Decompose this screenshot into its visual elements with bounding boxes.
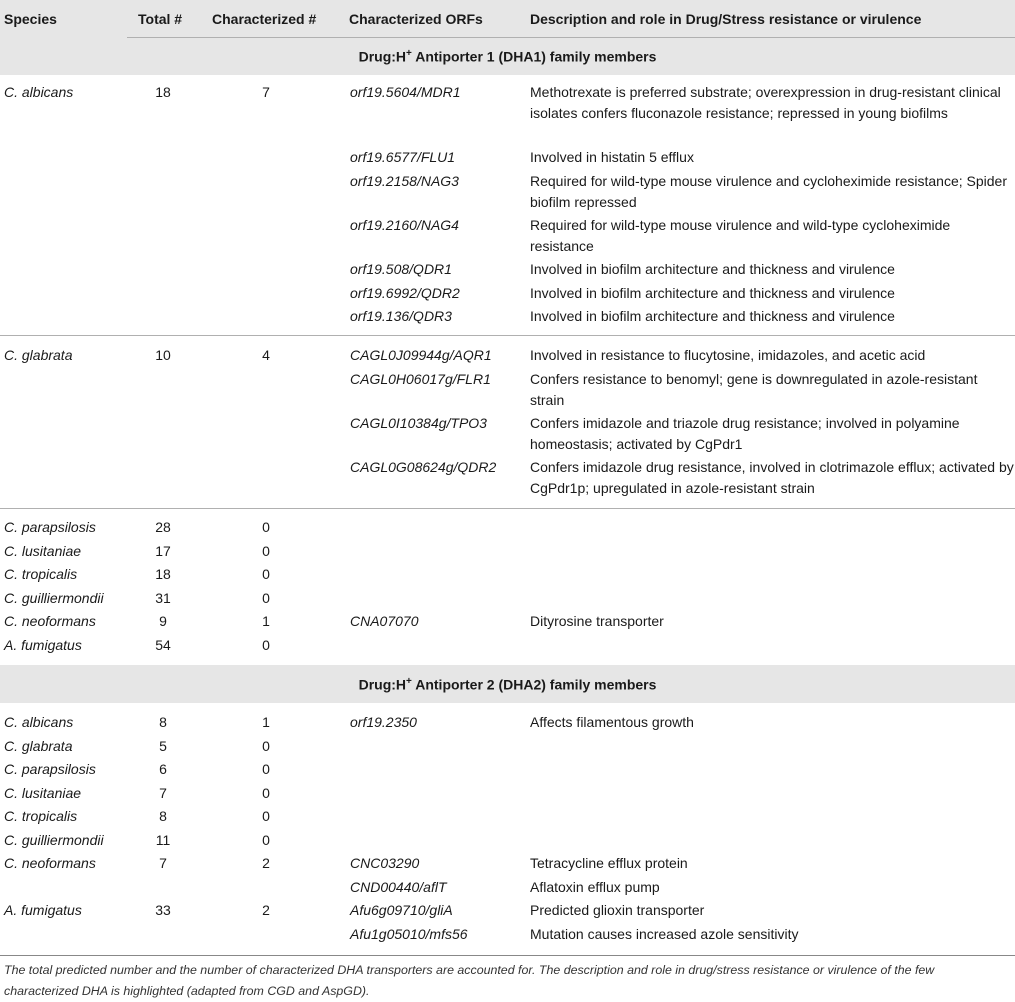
description-cell: Dityrosine transporter [530,613,664,629]
orf-cell: Afu6g09710/gliA [350,902,453,918]
description-cell: Affects filamentous growth [530,714,694,730]
orf-cell: orf19.6577/FLU1 [350,149,456,165]
characterized-cell: 0 [262,590,270,606]
total-cell: 18 [155,566,171,582]
species-cell: C. tropicalis [4,566,78,582]
orf-cell: orf19.2158/NAG3 [350,173,459,189]
description-cell: Tetracycline efflux protein [530,855,688,871]
total-cell: 10 [155,347,171,363]
characterized-cell: 0 [262,738,270,754]
total-cell: 8 [159,714,167,730]
characterized-cell: 2 [262,902,270,918]
divider [127,37,1015,38]
characterized-cell: 0 [262,785,270,801]
species-cell: C. guilliermondii [4,590,104,606]
total-cell: 8 [159,808,167,824]
table-header [0,0,1015,37]
dha1-section-header [0,37,1015,75]
total-cell: 33 [155,902,171,918]
species-cell: C. albicans [4,714,74,730]
description-cell: Predicted glioxin transporter [530,902,705,918]
description-cell: Involved in biofilm architecture and thickness and virulence [530,261,895,277]
description-cell: Confers imidazole drug resistance, involved in clotrimazole efflux; activated by CgPdr1p; upregulated in azole-resistant strain [530,459,1014,496]
dha2-section-header [0,665,1015,703]
species-cell: C. guilliermondii [4,832,104,848]
species-cell: C. lusitaniae [4,543,82,559]
dha2-title-prefix: Drug:H [358,676,407,693]
orf-cell: CNA07070 [350,613,419,629]
dha2-title-suffix: Antiporter 2 (DHA2) family members [411,676,657,693]
orf-cell: CAGL0G08624g/QDR2 [350,459,497,475]
divider [0,335,1015,336]
description-cell: Aflatoxin efflux pump [530,879,660,895]
characterized-cell: 1 [262,714,270,730]
species-cell: C. tropicalis [4,808,78,824]
description-cell: Involved in biofilm architecture and thickness and virulence [530,285,895,301]
characterized-cell: 0 [262,566,270,582]
total-cell: 17 [155,543,171,559]
total-cell: 9 [159,613,167,629]
total-cell: 31 [155,590,171,606]
divider [0,508,1015,509]
species-cell: C. albicans [4,84,74,100]
characterized-cell: 0 [262,761,270,777]
characterized-cell: 7 [262,84,270,100]
characterized-cell: 2 [262,855,270,871]
col-total-header: Total # [138,11,183,27]
species-cell: C. neoformans [4,855,96,871]
characterized-cell: 1 [262,613,270,629]
description-cell: Required for wild-type mouse virulence and cycloheximide resistance; Spider biofilm repressed [530,173,1008,210]
description-cell: Methotrexate is preferred substrate; overexpression in drug-resistant clinical isolates confers fluconazole resistance; repressed in young biofilms [530,84,1001,121]
species-cell: C. lusitaniae [4,785,82,801]
description-cell: Confers resistance to benomyl; gene is downregulated in azole-resistant strain [530,371,978,408]
species-cell: A. fumigatus [4,637,82,653]
table-caption: The total predicted number and the number of characterized DHA transporters are accounted for. The description and role in drug/stress resistance or virulence of the few characterized DHA is highlighted (adapted from CGD and AspGD). [4,963,935,998]
characterized-cell: 0 [262,832,270,848]
species-cell: C. parapsilosis [4,761,96,777]
orf-cell: CNC03290 [350,855,420,871]
total-cell: 7 [159,855,167,871]
species-cell: C. glabrata [4,738,73,754]
orf-cell: orf19.2350 [350,714,417,730]
description-cell: Required for wild-type mouse virulence and wild-type cycloheximide resistance [530,217,951,254]
characterized-cell: 0 [262,543,270,559]
total-cell: 11 [155,832,171,848]
description-cell: Confers imidazole and triazole drug resistance; involved in polyamine homeostasis; activated by CgPdr1 [530,415,960,452]
description-cell: Mutation causes increased azole sensitivity [530,926,799,942]
total-cell: 7 [159,785,167,801]
total-cell: 5 [159,738,167,754]
col-species-header: Species [4,11,57,27]
dha1-title-suffix: Antiporter 1 (DHA1) family members [411,48,657,65]
col-characterized-header: Characterized # [212,11,317,27]
col-orfs-header: Characterized ORFs [349,11,483,27]
total-cell: 18 [155,84,171,100]
species-cell: C. glabrata [4,347,73,363]
description-cell: Involved in histatin 5 efflux [530,149,694,165]
description-cell: Involved in resistance to flucytosine, imidazoles, and acetic acid [530,347,926,363]
dha1-title-sup: + [406,48,412,59]
characterized-cell: 0 [262,519,270,535]
orf-cell: CND00440/aflT [350,879,447,895]
characterized-cell: 4 [262,347,270,363]
species-cell: C. neoformans [4,613,96,629]
table-bottom-rule [0,955,1015,956]
col-description-header: Description and role in Drug/Stress resistance or virulence [530,11,922,27]
characterized-cell: 0 [262,808,270,824]
orf-cell: orf19.508/QDR1 [350,261,452,277]
species-cell: C. parapsilosis [4,519,96,535]
species-cell: A. fumigatus [4,902,82,918]
orf-cell: orf19.6992/QDR2 [350,285,460,301]
orf-cell: orf19.136/QDR3 [350,308,452,324]
orf-cell: CAGL0H06017g/FLR1 [350,371,491,387]
orf-cell: orf19.2160/NAG4 [350,217,459,233]
orf-cell: orf19.5604/MDR1 [350,84,461,100]
description-cell: Involved in biofilm architecture and thickness and virulence [530,308,895,324]
orf-cell: Afu1g05010/mfs56 [350,926,468,942]
total-cell: 28 [155,519,171,535]
dha2-title-sup: + [406,676,412,687]
orf-cell: CAGL0J09944g/AQR1 [350,347,492,363]
total-cell: 54 [155,637,171,653]
characterized-cell: 0 [262,637,270,653]
total-cell: 6 [159,761,167,777]
orf-cell: CAGL0I10384g/TPO3 [350,415,487,431]
dha1-title-prefix: Drug:H [358,48,407,65]
